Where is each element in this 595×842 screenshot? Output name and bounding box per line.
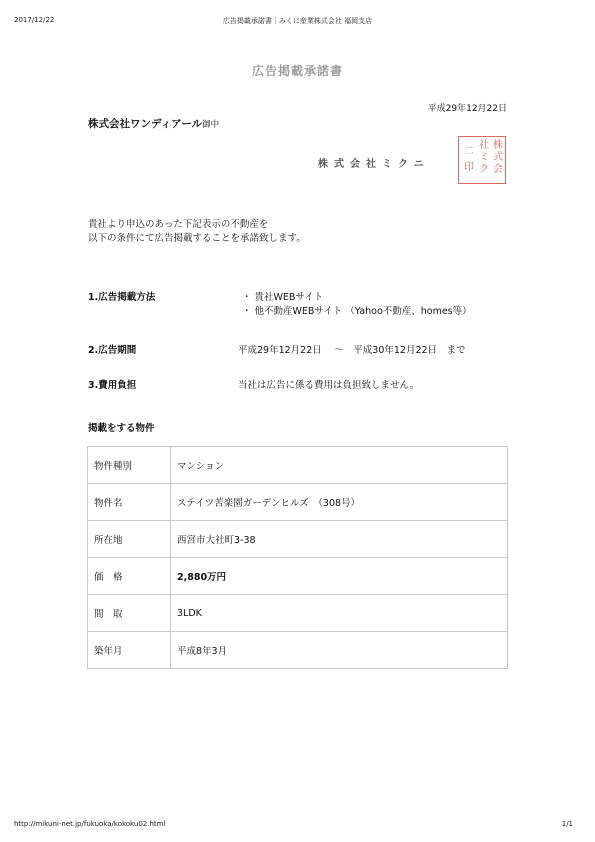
property-key: 所在地 [88, 521, 171, 558]
seal-char: 社 [479, 140, 489, 151]
table-row [88, 447, 508, 484]
issuer-company: 株式会社ミクニ [318, 159, 430, 170]
property-value: マンション [171, 447, 508, 484]
seal-char: 会 [493, 164, 503, 175]
statement-line: 貴社より申込のあった下記表示の不動産を [88, 219, 269, 230]
property-value: 2,880万円 [171, 558, 508, 595]
table-row [88, 521, 508, 558]
table-row [88, 632, 508, 669]
document-date: 平成29年12月22日 [427, 104, 507, 114]
property-key: 間 取 [88, 595, 171, 632]
property-value: 西宮市大社町3-38 [171, 521, 508, 558]
condition-label-method: 1.広告掲載方法 [88, 292, 156, 303]
seal-char: 印 [464, 162, 474, 173]
document-title: 広告掲載承諾書 [251, 64, 343, 78]
property-section-title: 掲載をする物件 [88, 423, 155, 434]
recipient-name: 株式会社ワンディアール [88, 118, 203, 130]
print-page-title: 広告掲載承諾書｜みくに産業株式会社 福岡支店 [222, 17, 373, 25]
property-key: 物件種別 [88, 447, 171, 484]
seal-char: ミ [479, 152, 489, 163]
statement-line: 以下の条件にて広告掲載することを承諾致します。 [88, 233, 306, 244]
condition-value-period: 平成29年12月22日 ～ 平成30年12月22日 まで [238, 345, 466, 356]
footer-page-number: 1/1 [561, 820, 573, 828]
seal-char: 二 [464, 146, 474, 157]
condition-label-period: 2.広告期間 [88, 345, 137, 356]
property-key: 物件名 [88, 484, 171, 521]
condition-label-cost: 3.費用負担 [88, 380, 137, 391]
recipient [88, 116, 219, 131]
company-seal-stamp [458, 136, 506, 184]
property-value: 3LDK [171, 595, 508, 632]
footer-url: http://mikuni-net.jp/fukuoka/kokoku02.html [14, 820, 166, 828]
condition-value-method-1: ・ 貴社WEBサイト [242, 292, 324, 303]
property-key: 価 格 [88, 558, 171, 595]
seal-char: 式 [493, 152, 503, 163]
seal-char: ク [479, 164, 489, 175]
table-row [88, 558, 508, 595]
property-table [87, 446, 508, 669]
property-key: 築年月 [88, 632, 171, 669]
table-row [88, 595, 508, 632]
approval-statement [88, 218, 306, 246]
property-value: ステイツ苦楽園ガーデンヒルズ （308号） [171, 484, 508, 521]
recipient-honorific: 御中 [202, 120, 220, 130]
condition-value-method-2: ・ 他不動産WEBサイト （Yahoo不動産、homes等） [242, 306, 472, 317]
seal-char: 株 [493, 140, 503, 151]
table-row [88, 484, 508, 521]
property-value: 平成8年3月 [171, 632, 508, 669]
condition-value-cost: 当社は広告に係る費用は負担致しません。 [238, 380, 420, 391]
print-date: 2017/12/22 [14, 16, 55, 24]
